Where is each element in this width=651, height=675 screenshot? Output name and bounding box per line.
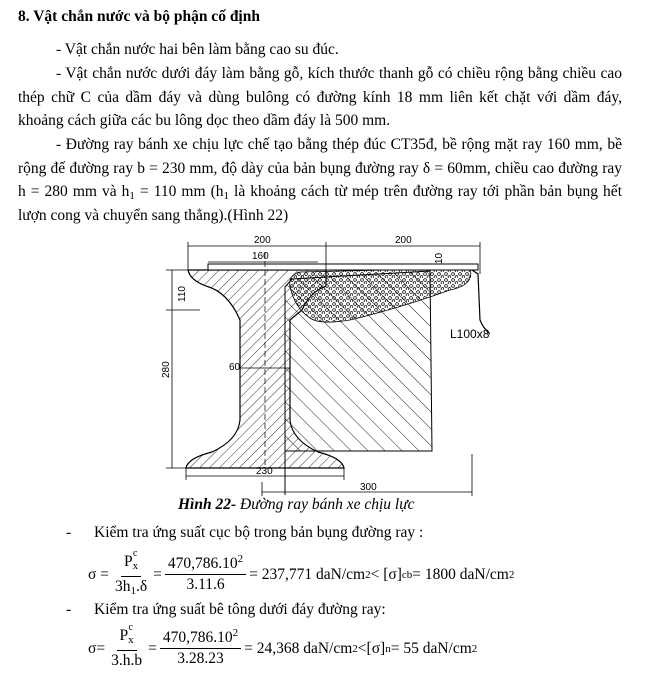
fraction-load-web: P c x $3h_1.\delta$ bbox=[114, 548, 148, 597]
dim-head: 160 bbox=[252, 251, 269, 262]
dim-300: 300 bbox=[360, 482, 377, 493]
dim-top-left: 200 bbox=[254, 235, 271, 246]
dim-60: 60 bbox=[229, 362, 241, 373]
check-web-stress: - Kiểm tra ứng suất cục bộ trong bản bụng đường ray : bbox=[66, 524, 424, 541]
dim-230: 230 bbox=[256, 466, 273, 477]
dim-110: 110 bbox=[177, 286, 188, 302]
paragraph-side-seal: - Vật chắn nước hai bên làm bằng cao su đúc. bbox=[56, 41, 339, 58]
section-heading: 8. Vật chắn nước và bộ phận cố định bbox=[18, 8, 260, 25]
dim-280: 280 bbox=[161, 361, 172, 378]
fraction-load-concrete: P c x 3.h.b bbox=[111, 622, 143, 669]
dim-10: 10 bbox=[434, 252, 445, 264]
fraction-values-concrete: $\frac{470,786.10^2}{3.28.23}$ bbox=[160, 629, 241, 668]
dim-top-right: 200 bbox=[395, 235, 412, 246]
formula-web-stress: σ = P c x $3h_1.\delta$ = $\frac{470,786.10^2}{3.11.6}$ = 237,771 daN/cm 2 < [σ] cb = 1800 daN/cm 2 bbox=[88, 548, 515, 597]
rail-cross-section-figure bbox=[150, 230, 490, 498]
formula-concrete-stress: σ= P c x 3.h.b = $\frac{470,786.10^2}{3.28.23}$ = 24,368 daN/cm 2 <[σ] n = 55 daN/cm 2 bbox=[88, 622, 478, 669]
angle-steel bbox=[472, 270, 490, 334]
paragraph-bottom-seal: - Vật chắn nước dưới đáy làm bằng gỗ, kích thước thanh gỗ có chiều rộng bằng chiều cao thép chữ C của dầm đáy và dùng bulông có đường kính 18 mm liên kết chặt với dầm đáy, khoảng cách giữa các bu lông dọc theo dầm đáy là 500 mm. bbox=[18, 65, 622, 129]
angle-label: L100x8 bbox=[450, 327, 490, 341]
paragraph-rail: - Đường ray bánh xe chịu lực chế tạo bằng thép đúc CT35đ, bề rộng mặt ray 160 mm, bề rộng đế đường ray b = 230 mm, độ dày của bản bụng đường ray δ = 60mm, chiều cao đường ray h = 280 mm và $h_1 = 110$ mm ($h_1$ là khoảng cách từ mép trên đường ray tới phần bản bụng hết lượn cong và chuyển sang thẳng).(Hình 22) bbox=[18, 136, 622, 224]
figure-caption: Hình 22- Đường ray bánh xe chịu lực bbox=[178, 496, 415, 513]
fraction-values-web: $\frac{470,786.10^2}{3.11.6}$ bbox=[165, 555, 246, 594]
check-concrete-stress: - Kiểm tra ứng suất bê tông dưới đáy đường ray: bbox=[66, 601, 386, 618]
